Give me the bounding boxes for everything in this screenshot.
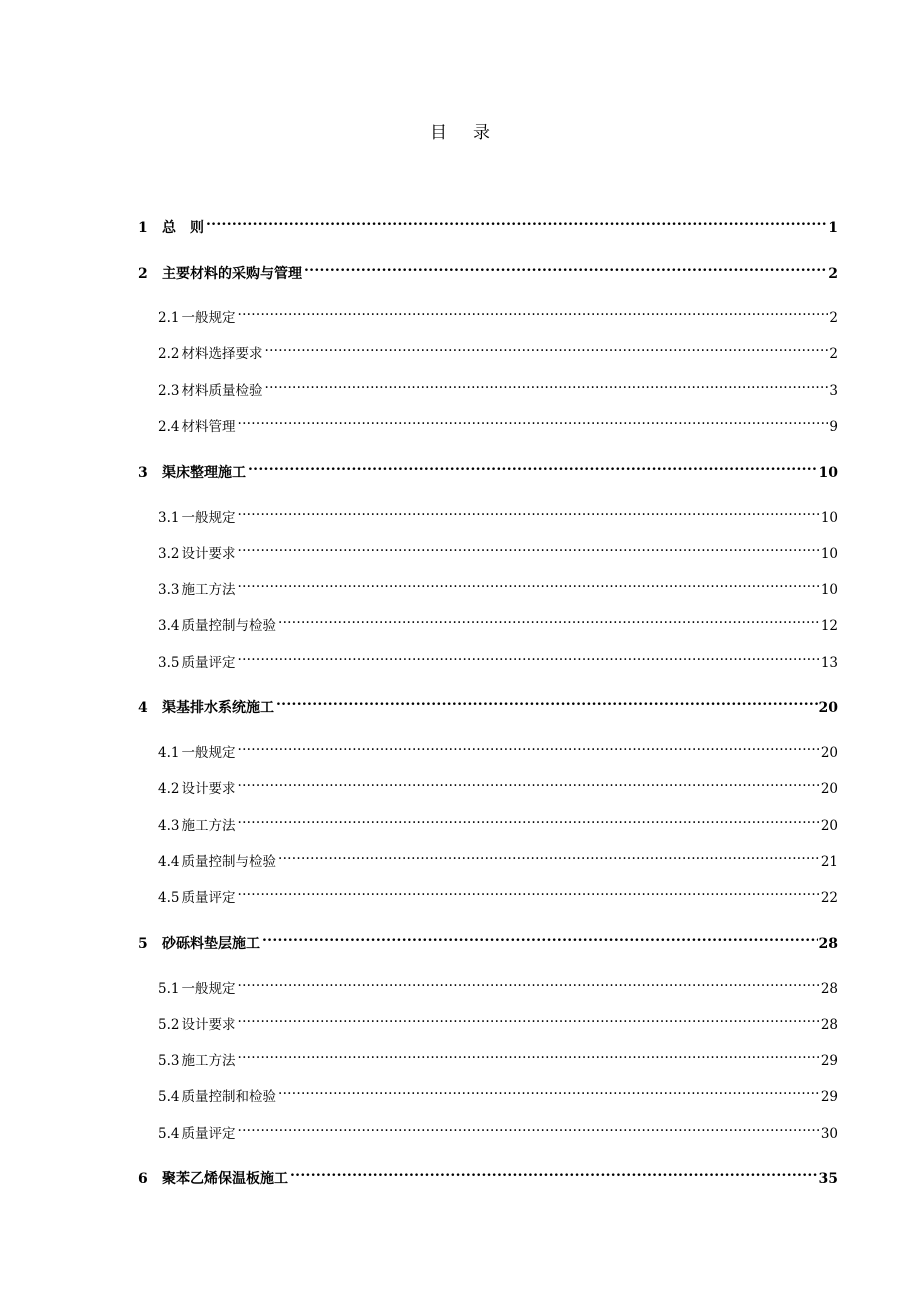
toc-leader-dots xyxy=(276,692,818,712)
toc-entry-number: 1 xyxy=(138,220,148,236)
toc-entry-page-number: 21 xyxy=(820,854,838,870)
toc-entry-label: 一般规定 xyxy=(181,310,236,326)
toc-entry-page-number: 28 xyxy=(820,981,838,997)
toc-entry-page-number: 12 xyxy=(820,618,838,634)
toc-entry-page-number: 20 xyxy=(820,745,838,761)
toc-entry-label: 总 则 xyxy=(162,220,204,236)
toc-entry-page-number: 35 xyxy=(818,1171,838,1187)
toc-entry-page-number: 29 xyxy=(820,1053,838,1069)
toc-entry-3-6[interactable] xyxy=(138,457,838,481)
toc-entry-page-number: 20 xyxy=(820,818,838,834)
toc-entry-number: 4 xyxy=(138,700,148,716)
toc-leader-dots xyxy=(237,773,819,793)
toc-leader-dots xyxy=(206,212,827,232)
toc-entry-label: 聚苯乙烯保温板施工 xyxy=(162,1171,288,1187)
toc-entry-3-4-10[interactable] xyxy=(158,610,838,634)
toc-entry-number: 4.5 xyxy=(158,890,180,906)
toc-leader-dots xyxy=(278,1081,820,1101)
toc-entry-3-1-7[interactable] xyxy=(158,502,838,526)
toc-title-part1: 目 xyxy=(430,123,447,143)
toc-entry-label: 主要材料的采购与管理 xyxy=(162,266,302,282)
toc-leader-dots xyxy=(237,973,819,993)
toc-entry-label: 设计要求 xyxy=(181,1017,236,1033)
toc-leader-dots xyxy=(304,258,827,278)
toc-entry-label: 材料质量检验 xyxy=(181,383,263,399)
toc-leader-dots xyxy=(237,1118,819,1138)
toc-entry-page-number: 2 xyxy=(829,346,838,362)
toc-entry-label: 施工方法 xyxy=(181,818,236,834)
toc-leader-dots xyxy=(237,1009,819,1029)
toc-entry-3-5-11[interactable] xyxy=(158,647,838,671)
toc-entry-label: 渠床整理施工 xyxy=(162,465,246,481)
toc-entry-page-number: 10 xyxy=(820,582,838,598)
toc-leader-dots xyxy=(237,302,828,322)
toc-entry-number: 4.3 xyxy=(158,818,180,834)
toc-leader-dots xyxy=(262,928,818,948)
toc-entry-label: 一般规定 xyxy=(181,981,236,997)
toc-entry-5-4-22[interactable] xyxy=(158,1081,838,1105)
toc-entry-5-18[interactable] xyxy=(138,928,838,952)
toc-entry-label: 砂砾料垫层施工 xyxy=(162,936,260,952)
toc-entry-number: 3 xyxy=(138,465,148,481)
toc-entry-5-3-21[interactable] xyxy=(158,1045,838,1069)
toc-leader-dots xyxy=(237,538,819,558)
toc-entry-number: 2 xyxy=(138,266,148,282)
toc-entry-number: 2.3 xyxy=(158,383,180,399)
toc-entry-5-2-20[interactable] xyxy=(158,1009,838,1033)
toc-entry-label: 施工方法 xyxy=(181,582,236,598)
toc-entry-4-12[interactable] xyxy=(138,692,838,716)
toc-leader-dots xyxy=(264,375,828,395)
toc-leader-dots xyxy=(264,338,828,358)
toc-entry-6-24[interactable] xyxy=(138,1163,838,1187)
toc-entry-number: 6 xyxy=(138,1171,148,1187)
toc-leader-dots xyxy=(278,846,820,866)
toc-entry-number: 5.1 xyxy=(158,981,180,997)
toc-leader-dots xyxy=(237,574,819,594)
toc-entry-2-1-2[interactable] xyxy=(158,302,838,326)
toc-entry-page-number: 13 xyxy=(820,655,838,671)
toc-entry-number: 5.4 xyxy=(158,1126,180,1142)
toc-entry-label: 质量控制与检验 xyxy=(181,854,276,870)
toc-entry-label: 设计要求 xyxy=(181,546,236,562)
toc-leader-dots xyxy=(237,882,819,902)
toc-leader-dots xyxy=(237,647,819,667)
toc-entry-3-3-9[interactable] xyxy=(158,574,838,598)
toc-entry-page-number: 20 xyxy=(818,700,838,716)
toc-entry-label: 施工方法 xyxy=(181,1053,236,1069)
toc-entry-number: 3.1 xyxy=(158,510,180,526)
toc-entry-page-number: 2 xyxy=(828,266,838,282)
toc-leader-dots xyxy=(290,1163,818,1183)
toc-entry-5-1-19[interactable] xyxy=(158,973,838,997)
toc-leader-dots xyxy=(237,1045,819,1065)
toc-leader-dots xyxy=(237,502,819,522)
toc-entry-page-number: 3 xyxy=(829,383,838,399)
toc-entry-5-4-23[interactable] xyxy=(158,1118,838,1142)
toc-entry-page-number: 10 xyxy=(820,546,838,562)
toc-title-part2: 录 xyxy=(473,123,490,143)
toc-entry-2-2-3[interactable] xyxy=(158,338,838,362)
toc-entry-number: 5.2 xyxy=(158,1017,180,1033)
toc-entry-page-number: 10 xyxy=(820,510,838,526)
toc-entry-2-4-5[interactable] xyxy=(158,411,838,435)
toc-entry-number: 5.3 xyxy=(158,1053,180,1069)
toc-entry-label: 材料选择要求 xyxy=(181,346,263,362)
toc-entry-number: 2.2 xyxy=(158,346,180,362)
toc-entry-page-number: 22 xyxy=(820,890,838,906)
toc-entry-label: 一般规定 xyxy=(181,510,236,526)
toc-entry-number: 5 xyxy=(138,936,148,952)
toc-entry-4-2-14[interactable] xyxy=(158,773,838,797)
toc-entry-number: 2.1 xyxy=(158,310,180,326)
toc-entry-label: 质量评定 xyxy=(181,655,236,671)
toc-entry-label: 材料管理 xyxy=(181,419,236,435)
toc-entry-number: 3.4 xyxy=(158,618,180,634)
toc-entry-label: 质量评定 xyxy=(181,890,236,906)
toc-entry-4-4-16[interactable] xyxy=(158,846,838,870)
toc-entry-4-3-15[interactable] xyxy=(158,810,838,834)
toc-entry-number: 5.4 xyxy=(158,1089,180,1105)
toc-entry-label: 质量评定 xyxy=(181,1126,236,1142)
toc-entry-label: 渠基排水系统施工 xyxy=(162,700,274,716)
toc-entry-page-number: 9 xyxy=(829,419,838,435)
toc-entry-number: 3.3 xyxy=(158,582,180,598)
toc-entry-label: 设计要求 xyxy=(181,781,236,797)
toc-entry-page-number: 10 xyxy=(818,465,838,481)
toc-entry-page-number: 30 xyxy=(820,1126,838,1142)
toc-leader-dots xyxy=(237,737,819,757)
toc-entry-page-number: 20 xyxy=(820,781,838,797)
toc-entry-page-number: 29 xyxy=(820,1089,838,1105)
toc-entry-4-5-17[interactable] xyxy=(158,882,838,906)
toc-entry-page-number: 28 xyxy=(820,1017,838,1033)
toc-entry-1-0[interactable] xyxy=(138,212,838,236)
toc-leader-dots xyxy=(237,411,828,431)
toc-entry-2-3-4[interactable] xyxy=(158,375,838,399)
toc-entry-3-2-8[interactable] xyxy=(158,538,838,562)
toc-entry-number: 3.5 xyxy=(158,655,180,671)
toc-entry-number: 2.4 xyxy=(158,419,180,435)
toc-entry-page-number: 1 xyxy=(828,220,838,236)
toc-leader-dots xyxy=(237,810,819,830)
toc-entry-label: 质量控制与检验 xyxy=(181,618,276,634)
toc-entry-page-number: 2 xyxy=(829,310,838,326)
toc-entry-label: 质量控制和检验 xyxy=(181,1089,276,1105)
toc-entry-2-1[interactable] xyxy=(138,258,838,282)
toc-entry-4-1-13[interactable] xyxy=(158,737,838,761)
toc-entry-number: 3.2 xyxy=(158,546,180,562)
toc-entry-page-number: 28 xyxy=(818,936,838,952)
toc-entry-label: 一般规定 xyxy=(181,745,236,761)
toc-entry-number: 4.1 xyxy=(158,745,180,761)
toc-entry-number: 4.2 xyxy=(158,781,180,797)
toc-entry-number: 4.4 xyxy=(158,854,180,870)
toc-leader-dots xyxy=(248,457,818,477)
toc-leader-dots xyxy=(278,610,820,630)
